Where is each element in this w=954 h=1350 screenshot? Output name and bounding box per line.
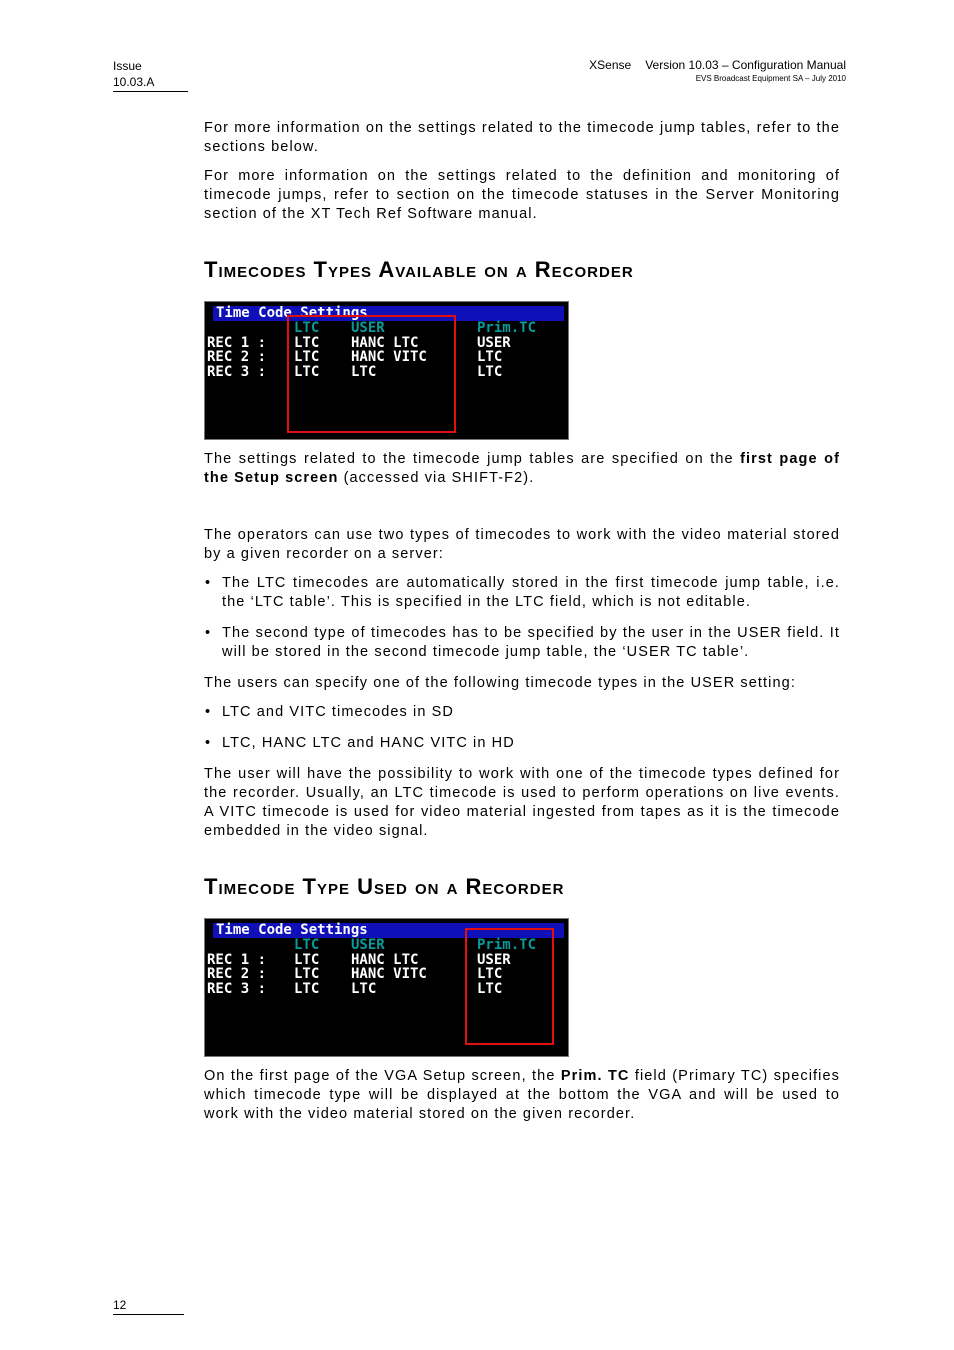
row-ltc: LTC <box>294 364 320 380</box>
list-item: • LTC, HANC LTC and HANC VITC in HD <box>204 734 840 753</box>
header-manual <box>589 58 846 84</box>
row-prim: LTC <box>477 364 503 380</box>
timecode-settings-screen-1 <box>204 301 569 440</box>
column-header-user: USER <box>351 937 385 953</box>
screen-title: Time Code Settings <box>216 922 368 938</box>
row-rec: REC 3 : <box>207 364 267 380</box>
issue-number: 10.03.A <box>113 75 155 89</box>
row-prim: USER <box>477 335 511 351</box>
section1-paragraph-2: The operators can use two types of timecodes to work with the video material stored by a given recorder on a server: <box>204 527 840 562</box>
row-rec: REC 1 : <box>207 335 267 351</box>
section-heading-types: Timecodes Types Available on a Recorder <box>204 257 634 282</box>
issue-label: Issue <box>113 59 142 73</box>
row-rec: REC 2 : <box>207 349 267 365</box>
section-heading-used: Timecode Type Used on a Recorder <box>204 874 565 899</box>
publisher: EVS Broadcast Equipment SA – July 2010 <box>695 74 846 83</box>
row-ltc: LTC <box>294 981 320 997</box>
row-prim: LTC <box>477 349 503 365</box>
section1-paragraph-1: The settings related to the timecode jump tables are specified on the first page of the Setup screen (accessed via SHIFT-F2). <box>204 451 841 486</box>
intro-paragraph-1: For more information on the settings related to the timecode jump tables, refer to the sections below. <box>204 120 840 155</box>
timecode-settings-screen-2 <box>204 918 569 1057</box>
row-ltc: LTC <box>294 349 320 365</box>
row-user: LTC <box>351 364 377 380</box>
screen-title: Time Code Settings <box>216 305 368 321</box>
bullet-list-timecode-types <box>204 703 840 753</box>
section1-paragraph-4: The user will have the possibility to work with one of the timecode types defined for the recorder. Usually, an LTC timecode is used to perform operations on live events. A VITC timecode is used for video material ingested from tapes as it is the timecode embedded in the video signal. <box>204 766 840 839</box>
row-ltc: LTC <box>294 335 320 351</box>
column-header-prim: Prim.TC <box>477 320 537 336</box>
column-header-ltc: LTC <box>294 937 320 953</box>
header-issue <box>113 58 188 92</box>
row-prim: LTC <box>477 981 503 997</box>
product-name: XSense <box>589 58 632 72</box>
row-user: HANC VITC <box>351 349 427 365</box>
row-rec: REC 2 : <box>207 966 267 982</box>
list-item: • LTC and VITC timecodes in SD <box>204 703 840 722</box>
row-user: HANC LTC <box>351 335 419 351</box>
highlight-ltc-user-columns <box>287 315 456 433</box>
page-number: 12 <box>113 1298 184 1315</box>
intro-paragraph-2: For more information on the settings related to the definition and monitoring of timecode jumps, refer to section on the timecode statuses in the Server Monitoring section of the XT Tech Ref Software manual. <box>204 168 840 222</box>
bullet-list-timecode-tables <box>204 574 840 662</box>
row-prim: LTC <box>477 966 503 982</box>
column-header-user: USER <box>351 320 385 336</box>
row-user: HANC VITC <box>351 966 427 982</box>
row-user: LTC <box>351 981 377 997</box>
highlight-prim-tc-column <box>465 928 554 1045</box>
row-ltc: LTC <box>294 966 320 982</box>
row-rec: REC 1 : <box>207 952 267 968</box>
column-header-ltc: LTC <box>294 320 320 336</box>
section1-paragraph-3: The users can specify one of the following timecode types in the USER setting: <box>204 675 796 691</box>
list-item: • The LTC timecodes are automatically stored in the first timecode jump table, i.e. the ‘LTC table’. This is specified in the LTC field, which is not editable. <box>204 574 840 612</box>
row-ltc: LTC <box>294 952 320 968</box>
row-rec: REC 3 : <box>207 981 267 997</box>
section2-paragraph-1: On the first page of the VGA Setup screen, the Prim. TC field (Primary TC) specifies which timecode type will be displayed at the bottom the VGA and will be used to work with the video material stored on the given recorder. <box>204 1068 841 1122</box>
manual-title: Version 10.03 – Configuration Manual <box>645 58 846 72</box>
list-item: • The second type of timecodes has to be specified by the user in the USER field. It will be stored in the second timecode jump table, the ‘USER TC table’. <box>204 624 840 662</box>
column-header-prim: Prim.TC <box>477 937 537 953</box>
row-prim: USER <box>477 952 511 968</box>
page-content <box>204 119 840 1134</box>
row-user: HANC LTC <box>351 952 419 968</box>
